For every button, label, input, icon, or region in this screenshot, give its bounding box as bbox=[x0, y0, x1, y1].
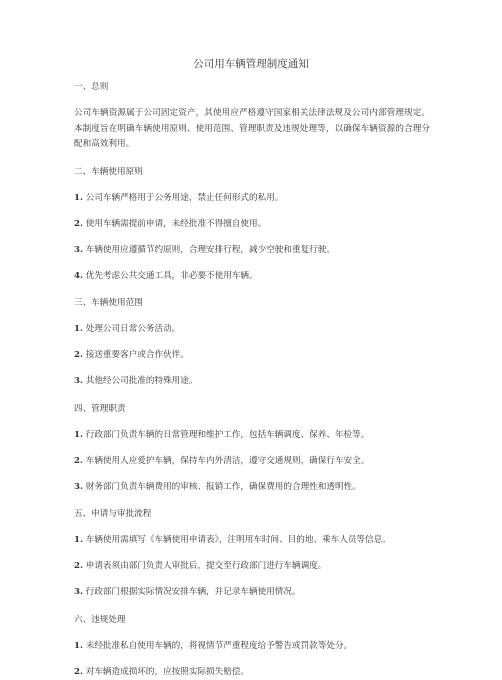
list-item bbox=[74, 533, 430, 549]
list-text: 处理公司日常公务活动。 bbox=[86, 324, 181, 334]
list-item bbox=[74, 348, 430, 364]
list-number: 3. bbox=[74, 245, 83, 255]
list-text: 申请表须由部门负责人审批后，提交至行政部门进行车辆调度。 bbox=[86, 561, 327, 571]
section-heading: 二、车辆使用原则 bbox=[74, 165, 430, 181]
list-number: 3. bbox=[74, 482, 83, 492]
list-number: 2. bbox=[74, 561, 83, 571]
document-title: 公司用车辆管理制度通知 bbox=[0, 57, 502, 71]
list-item bbox=[74, 559, 430, 575]
list-text: 财务部门负责车辆费用的审核、报销工作，确保费用的合理性和透明性。 bbox=[86, 482, 361, 492]
section-heading: 三、车辆使用范围 bbox=[74, 296, 430, 312]
list-text: 对车辆造成损坏的，应按照实际损失赔偿。 bbox=[86, 667, 249, 677]
list-text: 公司车辆严格用于公务用途，禁止任何形式的私用。 bbox=[86, 193, 284, 203]
document-body bbox=[74, 80, 430, 680]
list-number: 1. bbox=[74, 193, 83, 203]
list-item bbox=[74, 322, 430, 338]
list-number: 1. bbox=[74, 535, 83, 545]
list-item bbox=[74, 639, 430, 655]
list-text: 未经批准私自使用车辆的，将视情节严重程度给予警告或罚款等处分。 bbox=[86, 641, 352, 651]
list-number: 1. bbox=[74, 324, 83, 334]
list-number: 3. bbox=[74, 587, 83, 597]
list-number: 1. bbox=[74, 641, 83, 651]
list-text: 行政部门根据实际情况安排车辆，并记录车辆使用情况。 bbox=[86, 587, 301, 597]
list-item bbox=[74, 243, 430, 259]
list-text: 接送重要客户或合作伙伴。 bbox=[86, 350, 189, 360]
list-text: 车辆使用应遵循节约原则，合理安排行程，减少空驶和重复行驶。 bbox=[86, 245, 335, 255]
list-item bbox=[74, 665, 430, 680]
section-heading: 一、总则 bbox=[74, 80, 430, 96]
list-number: 2. bbox=[74, 456, 83, 466]
section-heading: 六、违规处理 bbox=[74, 613, 430, 629]
list-item bbox=[74, 480, 430, 496]
section-heading: 五、申请与审批流程 bbox=[74, 507, 430, 523]
list-item bbox=[74, 454, 430, 470]
list-item bbox=[74, 217, 430, 233]
list-item bbox=[74, 428, 430, 444]
section-heading: 四、管理职责 bbox=[74, 402, 430, 418]
list-number: 2. bbox=[74, 350, 83, 360]
list-item bbox=[74, 191, 430, 207]
list-text: 车辆使用人应爱护车辆，保持车内外清洁，遵守交通规则，确保行车安全。 bbox=[86, 456, 370, 466]
list-number: 2. bbox=[74, 219, 83, 229]
list-text: 优先考虑公共交通工具，非必要不使用车辆。 bbox=[86, 271, 258, 281]
list-number: 2. bbox=[74, 667, 83, 677]
list-text: 使用车辆需提前申请，未经批准不得擅自使用。 bbox=[86, 219, 266, 229]
list-item bbox=[74, 585, 430, 601]
list-item bbox=[74, 374, 430, 390]
section-paragraph: 公司车辆资源属于公司固定资产，其使用应严格遵守国家相关法律法规及公司内部管理规定。本制度旨在明确车辆使用原则、使用范围、管理职责及违规处理等，以确保车辆资源的合理分配和高效利用。 bbox=[74, 106, 430, 153]
list-text: 车辆使用需填写《车辆使用申请表》，注明用车时间、目的地、乘车人员等信息。 bbox=[86, 535, 391, 545]
list-item bbox=[74, 269, 430, 285]
list-number: 1. bbox=[74, 430, 83, 440]
list-text: 其他经公司批准的特殊用途。 bbox=[86, 376, 198, 386]
list-number: 3. bbox=[74, 376, 83, 386]
list-number: 4. bbox=[74, 271, 83, 281]
list-text: 行政部门负责车辆的日常管理和维护工作，包括车辆调度、保养、年检等。 bbox=[86, 430, 370, 440]
